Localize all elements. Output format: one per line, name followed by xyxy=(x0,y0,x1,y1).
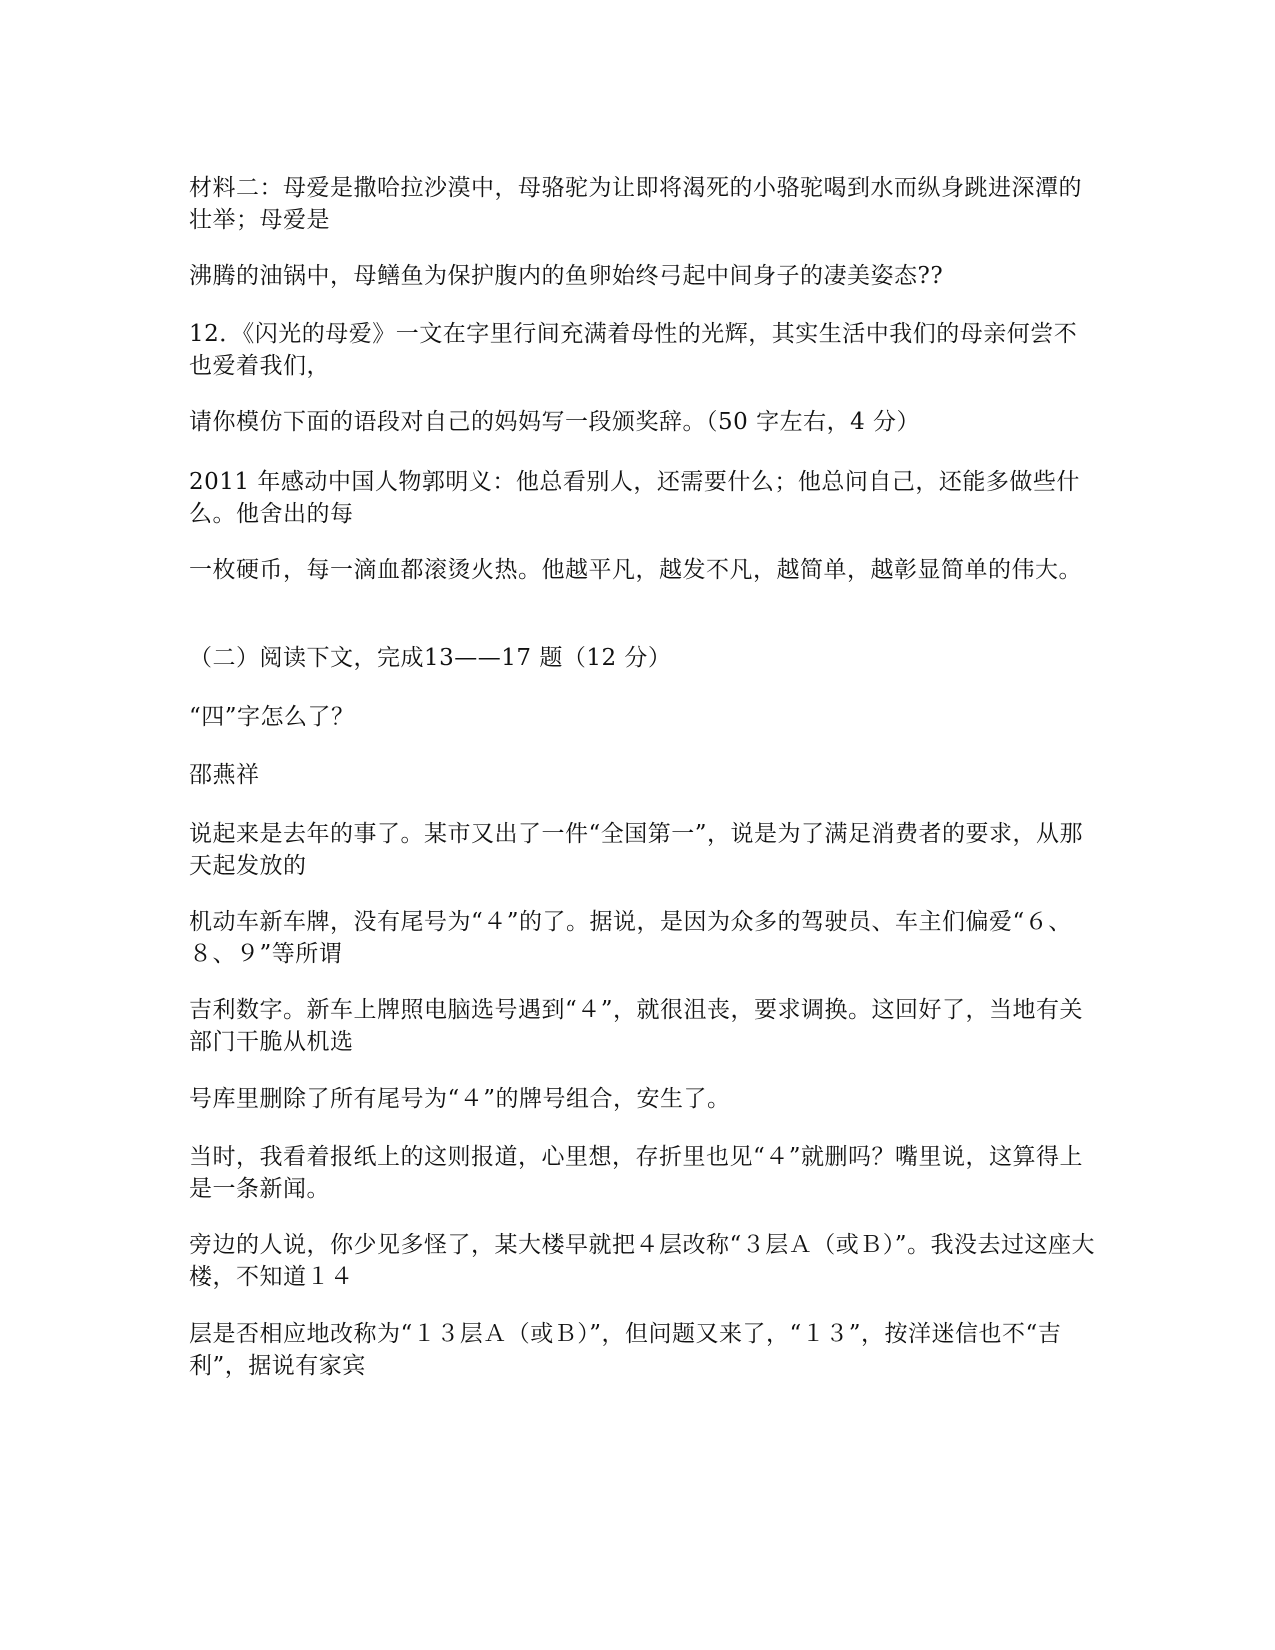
article-author: 邵燕祥 xyxy=(189,762,260,788)
paragraph-question-12-instruction: 请你模仿下面的语段对自己的妈妈写一段颁奖辞。（50 字左右，4 分） xyxy=(189,409,921,435)
section-heading-reading-two: （二）阅读下文，完成13——17 题（12 分） xyxy=(189,645,672,671)
paragraph-question-12: 12．《闪光的母爱》一文在字里行间充满着母性的光辉，其实生活中我们的母亲何尝不也爱着我们， xyxy=(189,321,1078,379)
paragraph-example-award-cont: 一枚硬币，每一滴血都滚烫火热。他越平凡，越发不凡，越简单，越彰显简单的伟大。 xyxy=(189,557,1082,583)
article-paragraph-1-cont-b: 吉利数字。新车上牌照电脑选号遇到“４”，就很沮丧，要求调换。这回好了，当地有关部门干脆从机选 xyxy=(189,997,1084,1055)
paragraph-example-award: 2011 年感动中国人物郭明义：他总看别人，还需要什么；他总问自己，还能多做些什么。他舍出的每 xyxy=(189,469,1080,527)
article-title: “四”字怎么了？ xyxy=(189,704,355,730)
article-paragraph-3-cont: 层是否相应地改称为“１３层Ａ（或Ｂ）”，但问题又来了，“１３”，按洋迷信也不“吉利”，据说有家宾 xyxy=(189,1321,1062,1379)
article-paragraph-1-cont-a: 机动车新车牌，没有尾号为“４”的了。据说，是因为众多的驾驶员、车主们偏爱“６、８、９”等所谓 xyxy=(189,909,1072,967)
paragraph-material-two-cont: 沸腾的油锅中，母鳝鱼为保护腹内的鱼卵始终弓起中间身子的凄美姿态?? xyxy=(189,263,944,289)
article-paragraph-1-cont-c: 号库里删除了所有尾号为“４”的牌号组合，安生了。 xyxy=(189,1086,731,1112)
article-paragraph-3: 旁边的人说，你少见多怪了，某大楼早就把４层改称“３层Ａ（或Ｂ）”。我没去过这座大楼，不知道１４ xyxy=(189,1232,1096,1290)
article-paragraph-1: 说起来是去年的事了。某市又出了一件“全国第一”，说是为了满足消费者的要求，从那天起发放的 xyxy=(189,821,1084,879)
article-paragraph-2: 当时，我看着报纸上的这则报道，心里想，存折里也见“４”就删吗？嘴里说，这算得上是一条新闻。 xyxy=(189,1144,1084,1202)
paragraph-material-two: 材料二：母爱是撒哈拉沙漠中，母骆驼为让即将渴死的小骆驼喝到水而纵身跳进深潭的壮举；母爱是 xyxy=(189,175,1082,233)
